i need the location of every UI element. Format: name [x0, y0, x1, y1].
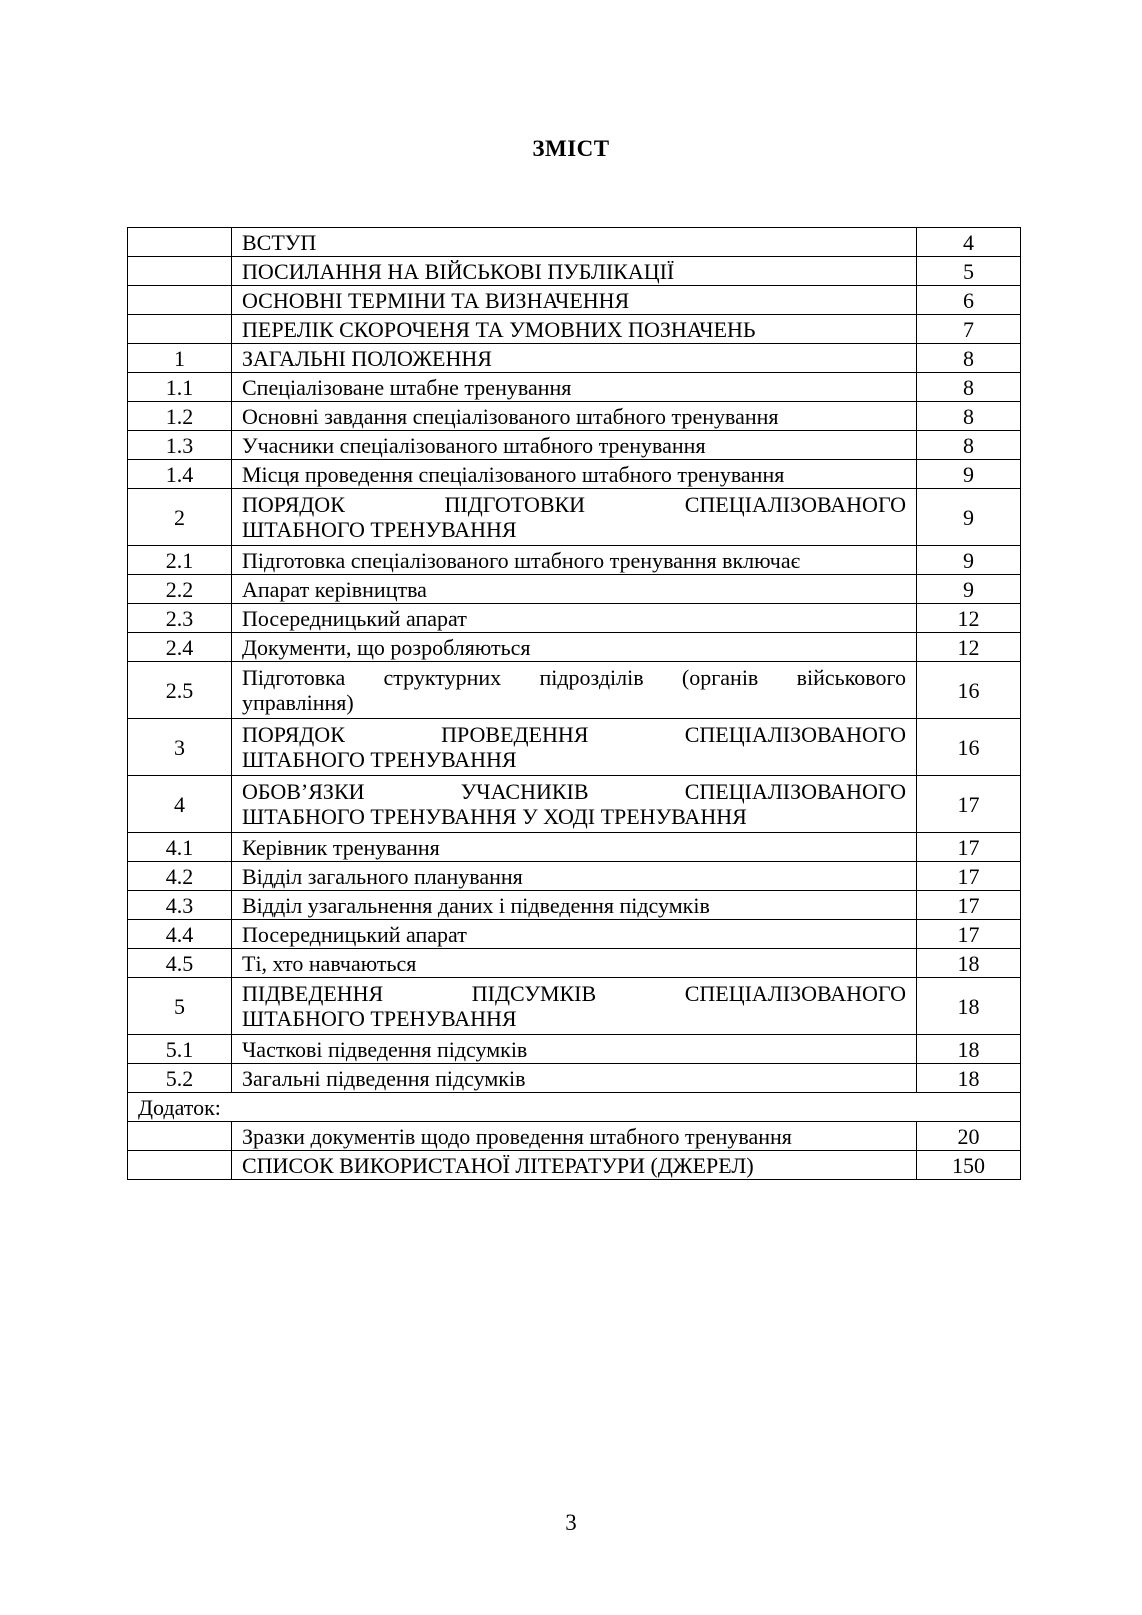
toc-row — [128, 862, 1021, 891]
toc-section-number: 4.1 — [128, 833, 232, 862]
toc-section-title — [232, 662, 917, 719]
toc-row — [128, 1064, 1021, 1093]
toc-row — [128, 1035, 1021, 1064]
toc-section-title: Відділ узагальнення даних і підведення підсумків — [232, 891, 917, 920]
toc-page-number: 150 — [917, 1151, 1021, 1180]
toc-section-title: Основні завдання спеціалізованого штабного тренування — [232, 402, 917, 431]
toc-page-number: 18 — [917, 1064, 1021, 1093]
toc-title-line-1: ПОРЯДОК ПІДГОТОВКИ СПЕЦІАЛІЗОВАНОГО — [242, 492, 906, 517]
toc-section-number: 2.3 — [128, 604, 232, 633]
toc-row — [128, 920, 1021, 949]
toc-section-number: 4 — [128, 776, 232, 833]
toc-title-line-1: Підготовка структурних підрозділів (органів військового — [242, 665, 906, 690]
toc-section-number: 5.1 — [128, 1035, 232, 1064]
toc-row — [128, 460, 1021, 489]
toc-section-title: Документи, що розробляються — [232, 633, 917, 662]
toc-page-number: 18 — [917, 949, 1021, 978]
toc-page-number: 12 — [917, 633, 1021, 662]
toc-section-title: Місця проведення спеціалізованого штабного тренування — [232, 460, 917, 489]
toc-section-title — [232, 489, 917, 546]
toc-row — [128, 978, 1021, 1035]
toc-body — [128, 228, 1021, 1180]
toc-section-number: 4.2 — [128, 862, 232, 891]
toc-section-number: 4.3 — [128, 891, 232, 920]
toc-section-number: 2.1 — [128, 546, 232, 575]
toc-section-title: Керівник тренування — [232, 833, 917, 862]
toc-section-title — [232, 978, 917, 1035]
toc-section-title: Спеціалізоване штабне тренування — [232, 373, 917, 402]
toc-page-number: 8 — [917, 431, 1021, 460]
toc-page-number: 9 — [917, 575, 1021, 604]
toc-section-title: Учасники спеціалізованого штабного тренування — [232, 431, 917, 460]
toc-section-title: Апарат керівництва — [232, 575, 917, 604]
toc-page-number: 8 — [917, 344, 1021, 373]
toc-section-number: 1 — [128, 344, 232, 373]
toc-page-number: 9 — [917, 489, 1021, 546]
toc-row — [128, 257, 1021, 286]
toc-row — [128, 1151, 1021, 1180]
toc-row — [128, 402, 1021, 431]
toc-section-title: Ті, хто навчаються — [232, 949, 917, 978]
toc-page-number: 17 — [917, 833, 1021, 862]
toc-page-number: 8 — [917, 373, 1021, 402]
toc-title-line-2: ШТАБНОГО ТРЕНУВАННЯ — [242, 517, 517, 542]
toc-row — [128, 228, 1021, 257]
toc-section-title: ПОСИЛАННЯ НА ВІЙСЬКОВІ ПУБЛІКАЦІЇ — [232, 257, 917, 286]
toc-title-line-2: ШТАБНОГО ТРЕНУВАННЯ — [242, 747, 517, 772]
toc-page-number: 5 — [917, 257, 1021, 286]
toc-row — [128, 546, 1021, 575]
toc-page-number: 18 — [917, 1035, 1021, 1064]
toc-row — [128, 489, 1021, 546]
toc-page-number: 16 — [917, 662, 1021, 719]
toc-section-number — [128, 1122, 232, 1151]
toc-section-number — [128, 315, 232, 344]
toc-section-number: 1.2 — [128, 402, 232, 431]
toc-row — [128, 315, 1021, 344]
toc-page-number: 17 — [917, 891, 1021, 920]
toc-page-number: 17 — [917, 862, 1021, 891]
toc-row — [128, 662, 1021, 719]
toc-title-line-1: ПІДВЕДЕННЯ ПІДСУМКІВ СПЕЦІАЛІЗОВАНОГО — [242, 981, 906, 1006]
toc-page-number: 4 — [917, 228, 1021, 257]
toc-section-number: 4.5 — [128, 949, 232, 978]
toc-row — [128, 633, 1021, 662]
toc-section-number: 3 — [128, 719, 232, 776]
toc-section-number: 5 — [128, 978, 232, 1035]
toc-title-line-1: ПОРЯДОК ПРОВЕДЕННЯ СПЕЦІАЛІЗОВАНОГО — [242, 722, 906, 747]
toc-section-number: 2.5 — [128, 662, 232, 719]
toc-section-number — [128, 257, 232, 286]
toc-section-title: ВСТУП — [232, 228, 917, 257]
toc-section-number: 2.2 — [128, 575, 232, 604]
toc-section-title: Посередницький апарат — [232, 920, 917, 949]
toc-page-number: 9 — [917, 546, 1021, 575]
toc-page-number: 17 — [917, 920, 1021, 949]
toc-page-number: 8 — [917, 402, 1021, 431]
toc-section-title: Зразки документів щодо проведення штабного тренування — [232, 1122, 917, 1151]
toc-section-title — [232, 776, 917, 833]
toc-row — [128, 604, 1021, 633]
toc-page-number: 9 — [917, 460, 1021, 489]
toc-section-title: Посередницький апарат — [232, 604, 917, 633]
toc-page-number: 18 — [917, 978, 1021, 1035]
toc-row — [128, 286, 1021, 315]
toc-section-number: 1.3 — [128, 431, 232, 460]
toc-title-line-2: ШТАБНОГО ТРЕНУВАННЯ У ХОДІ ТРЕНУВАННЯ — [242, 804, 747, 829]
toc-section-title: Відділ загального планування — [232, 862, 917, 891]
toc-appendix-row — [128, 1093, 1021, 1122]
toc-section-number: 2 — [128, 489, 232, 546]
toc-section-number: 4.4 — [128, 920, 232, 949]
toc-row — [128, 891, 1021, 920]
page-number: 3 — [565, 1510, 577, 1535]
toc-row — [128, 776, 1021, 833]
toc-section-title: ЗАГАЛЬНІ ПОЛОЖЕННЯ — [232, 344, 917, 373]
toc-section-number — [128, 286, 232, 315]
toc-page-number: 20 — [917, 1122, 1021, 1151]
toc-row — [128, 373, 1021, 402]
toc-row — [128, 344, 1021, 373]
toc-page-number: 12 — [917, 604, 1021, 633]
toc-section-number: 5.2 — [128, 1064, 232, 1093]
toc-section-number: 2.4 — [128, 633, 232, 662]
toc-appendix-label: Додаток: — [128, 1093, 1021, 1122]
toc-section-title — [232, 719, 917, 776]
toc-title-line-1: ОБОВ’ЯЗКИ УЧАСНИКІВ СПЕЦІАЛІЗОВАНОГО — [242, 779, 906, 804]
toc-page-number: 7 — [917, 315, 1021, 344]
toc-row — [128, 1122, 1021, 1151]
toc-row — [128, 431, 1021, 460]
toc-row — [128, 575, 1021, 604]
toc-section-title: ОСНОВНІ ТЕРМІНИ ТА ВИЗНАЧЕННЯ — [232, 286, 917, 315]
toc-table — [127, 227, 1021, 1180]
toc-section-title: Загальні підведення підсумків — [232, 1064, 917, 1093]
toc-section-title: СПИСОК ВИКОРИСТАНОЇ ЛІТЕРАТУРИ (ДЖЕРЕЛ) — [232, 1151, 917, 1180]
toc-row — [128, 719, 1021, 776]
toc-row — [128, 949, 1021, 978]
toc-section-title: Підготовка спеціалізованого штабного тренування включає — [232, 546, 917, 575]
toc-row — [128, 833, 1021, 862]
toc-title-line-2: ШТАБНОГО ТРЕНУВАННЯ — [242, 1006, 517, 1031]
toc-page-number: 17 — [917, 776, 1021, 833]
toc-section-title: Часткові підведення підсумків — [232, 1035, 917, 1064]
toc-section-number — [128, 228, 232, 257]
toc-section-number — [128, 1151, 232, 1180]
page-title: ЗМІСТ — [532, 136, 610, 161]
toc-title-line-2: управління) — [242, 690, 354, 715]
toc-section-number: 1.4 — [128, 460, 232, 489]
toc-section-number: 1.1 — [128, 373, 232, 402]
toc-section-title: ПЕРЕЛІК СКОРОЧЕНЯ ТА УМОВНИХ ПОЗНАЧЕНЬ — [232, 315, 917, 344]
toc-page-number: 16 — [917, 719, 1021, 776]
toc-page-number: 6 — [917, 286, 1021, 315]
